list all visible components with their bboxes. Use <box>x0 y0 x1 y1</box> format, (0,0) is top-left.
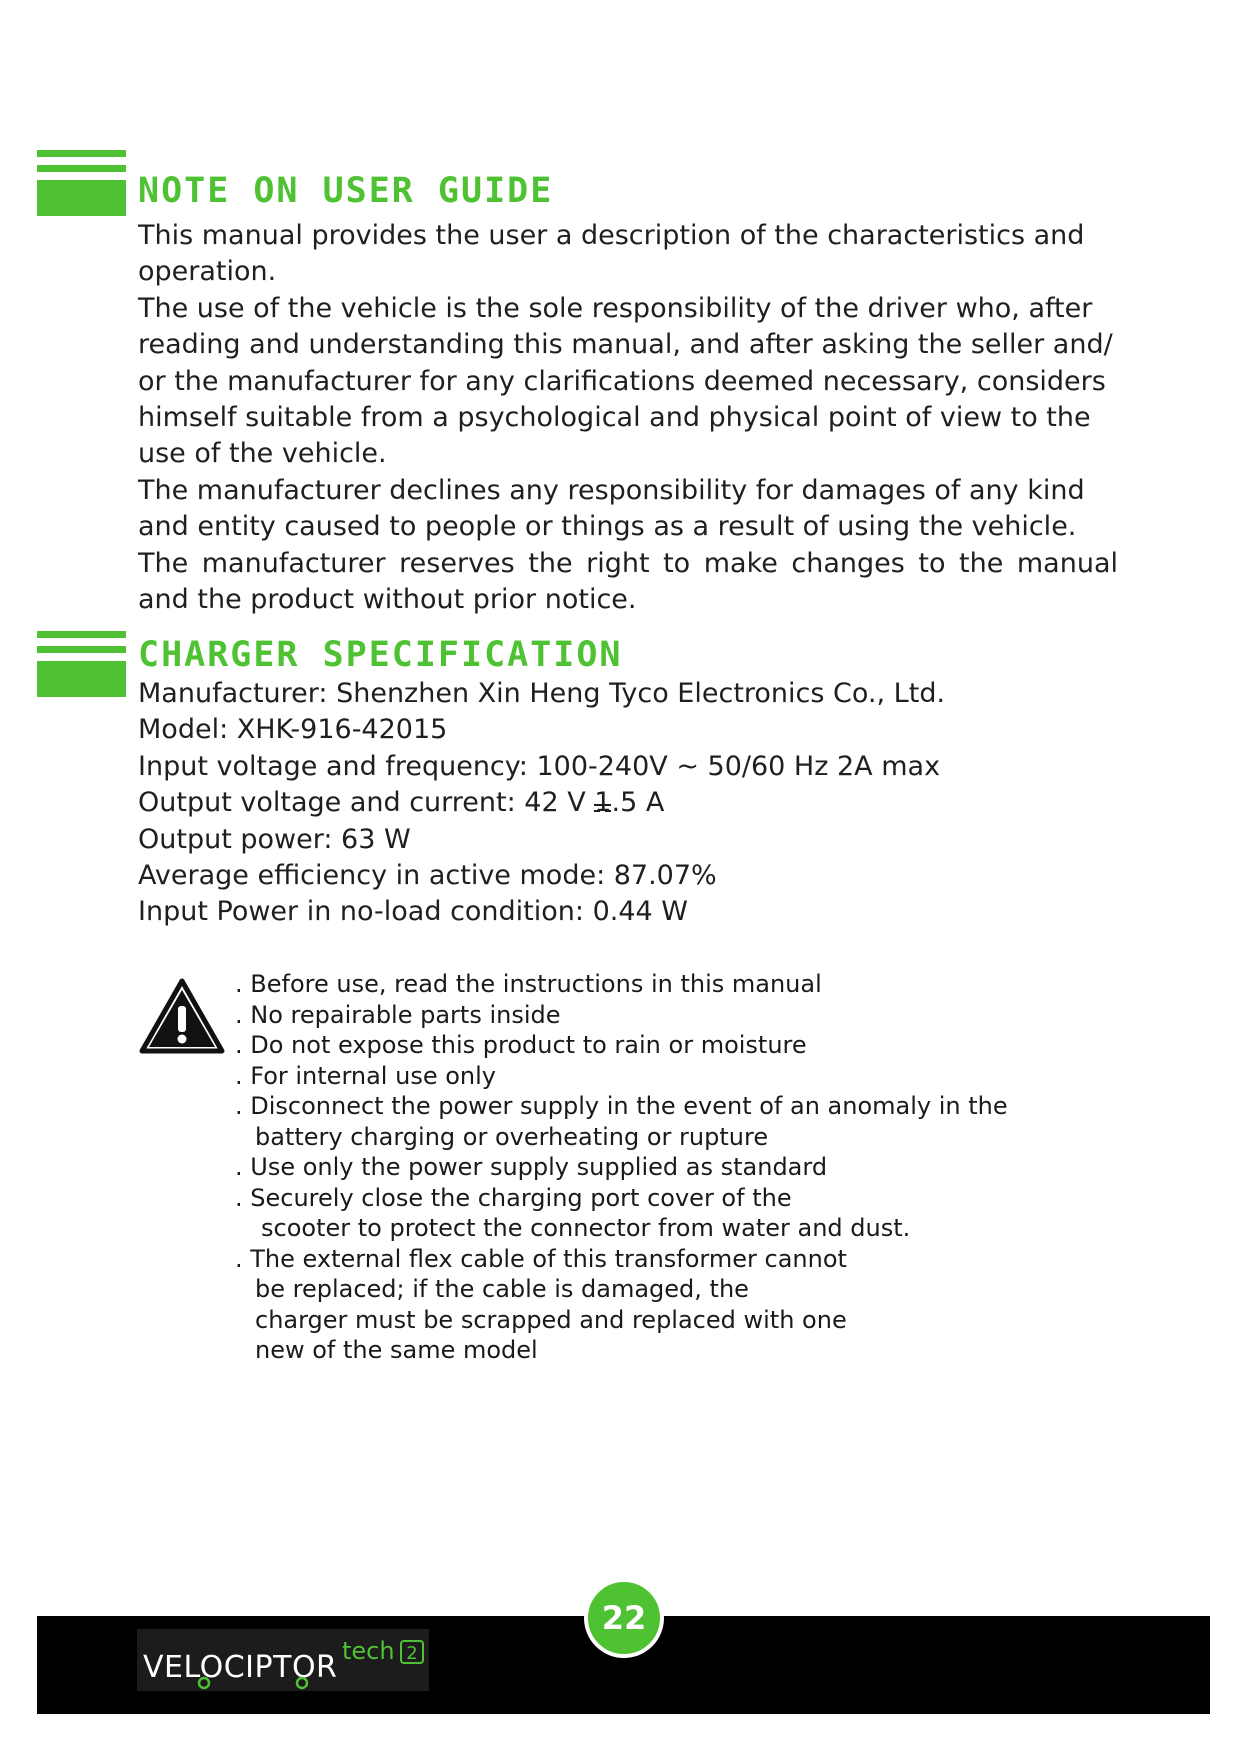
note-body <box>138 218 1118 618</box>
warning-item-continued: battery charging or overheating or rupture <box>255 1122 769 1151</box>
note-paragraph: The manufacturer reserves the right to make changes to the manual and the product without prior notice. <box>138 547 1118 616</box>
output-value: .5 A <box>611 787 665 819</box>
warning-item: . No repairable parts inside <box>235 1000 561 1029</box>
warning-item: . Before use, read the instructions in this manual <box>235 970 822 998</box>
spec-efficiency: Average efficiency in active mode: 87.07% <box>138 860 717 892</box>
warning-item: . The external flex cable of this transformer cannot <box>235 1244 847 1273</box>
brand-logo <box>137 1629 429 1691</box>
section-marker-icon <box>37 631 126 697</box>
page-number-badge: 22 <box>584 1578 664 1658</box>
section-marker-icon <box>37 150 126 216</box>
spec-output-power: Output power: 63 W <box>138 823 411 855</box>
logo-suffix: tech <box>342 1637 395 1665</box>
warning-item-continued: charger must be scrapped and replaced with one <box>255 1305 847 1334</box>
warning-item: . Securely close the charging port cover of the <box>235 1183 792 1212</box>
spec-manufacturer: Manufacturer: Shenzhen Xin Heng Tyco Electronics Co., Ltd. <box>138 678 946 709</box>
spec-no-load-power: Input Power in no-load condition: 0.44 W <box>138 896 688 928</box>
warning-item: . Disconnect the power supply in the event of an anomaly in the <box>235 1092 1008 1120</box>
spec-model: Model: XHK-916-42015 <box>138 714 448 746</box>
warning-item: . Use only the power supply supplied as standard <box>235 1153 828 1181</box>
warning-item-continued: scooter to protect the connector from water and dust. <box>261 1214 911 1242</box>
dc-symbol: 1 <box>594 787 612 819</box>
warning-item-continued: new of the same model <box>255 1336 538 1364</box>
warning-item-continued: be replaced; if the cable is damaged, the <box>255 1275 749 1303</box>
note-paragraph: This manual provides the user a description of the characteristics and operation. <box>138 220 1085 288</box>
warning-list <box>235 969 1115 1366</box>
output-label: Output voltage and current: 42 V <box>138 787 595 819</box>
warning-item: . Do not expose this product to rain or moisture <box>235 1031 807 1059</box>
logo-wordmark: VELOCIPTOR <box>143 1650 338 1685</box>
spec-input-voltage: Input voltage and frequency: 100-240V ~ 50/60 Hz 2A max <box>138 750 941 782</box>
section-title-charger: CHARGER SPECIFICATION <box>138 635 623 675</box>
warning-item: . For internal use only <box>235 1061 496 1090</box>
charger-spec-list <box>138 676 1118 931</box>
spec-output-voltage <box>138 785 1118 821</box>
warning-triangle-icon <box>139 978 225 1054</box>
section-title-note: NOTE ON USER GUIDE <box>138 171 554 211</box>
logo-badge: 2 <box>406 1643 418 1664</box>
note-paragraph: The manufacturer declines any responsibility for damages of any kind and entity caused to people or things as a result of using the vehicle. <box>138 474 1085 543</box>
note-paragraph: The use of the vehicle is the sole responsibility of the driver who, after reading and understanding this manual, and after asking the seller and/ or the manufacturer for any clarifications deemed necessary, considers himself suitable from a psychological and physical point of view to the use of the vehicle. <box>138 292 1113 470</box>
